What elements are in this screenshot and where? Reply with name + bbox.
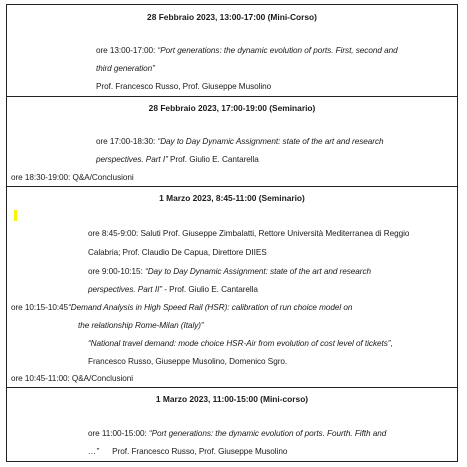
event-time: ore 10:15-10:45 <box>11 303 69 312</box>
event-line <box>96 155 259 164</box>
section-header: 1 Marzo 2023, 8:45-11:00 (Seminario) <box>159 193 305 203</box>
event-title: “Day to Day Dynamic Assignment: state of the art and research <box>145 267 372 276</box>
event-line <box>88 267 371 276</box>
event-line <box>88 447 287 456</box>
schedule-section <box>7 186 457 388</box>
event-title: …” <box>88 447 99 456</box>
speakers: - Prof. Giulio E. Cantarella <box>161 285 258 294</box>
event-line <box>88 248 267 257</box>
event-time: ore 13:00-17:00: <box>96 46 158 55</box>
speakers: Francesco Russo, Giuseppe Musolino, Domenico Sgro. <box>88 357 288 366</box>
event-title: “Port generations: the dynamic evolution of ports. Fourth. Fifth and <box>148 429 387 438</box>
event-title: “National travel demand: mode choice HSR-Air from evolution of cost level of tickets” <box>88 339 391 348</box>
event-title: perspectives. Part II” <box>88 285 162 294</box>
qa-text: ore 18:30-19:00: Q&A/Conclusioni <box>11 173 134 182</box>
event-line <box>88 429 386 438</box>
highlight-mark <box>14 210 17 221</box>
event-line <box>88 339 393 348</box>
event-text: Calabria; Prof. Claudio De Capua, Direttore DIIES <box>88 248 267 257</box>
speakers: Prof. Francesco Russo, Prof. Giuseppe Musolino <box>96 82 272 91</box>
event-line <box>96 46 398 55</box>
event-title: “Day to Day Dynamic Assignment: state of the art and research <box>157 137 384 146</box>
schedule-section <box>7 5 457 97</box>
qa-line <box>11 374 133 383</box>
schedule-section <box>7 387 457 463</box>
event-time: ore 17:00-18:30: <box>96 137 158 146</box>
event-text: , <box>390 339 393 348</box>
event-line <box>96 137 384 146</box>
event-title: “Port generations: the dynamic evolution of ports. First, second and <box>157 46 398 55</box>
section-header: 28 Febbraio 2023, 17:00-19:00 (Seminario) <box>148 103 316 113</box>
schedule-section <box>7 96 457 187</box>
event-line <box>11 303 352 312</box>
event-title: perspectives. Part I” <box>96 155 168 164</box>
section-header: 28 Febbraio 2023, 13:00-17:00 (Mini-Corso) <box>147 12 317 22</box>
speakers: Prof. Francesco Russo, Prof. Giuseppe Musolino <box>98 447 288 456</box>
qa-text: ore 10:45-11:00: Q&A/Conclusioni <box>11 374 134 383</box>
speakers: Prof. Giulio E. Cantarella <box>167 155 259 164</box>
event-line <box>88 229 409 238</box>
event-line <box>88 285 258 294</box>
event-time: ore 11:00-15:00: <box>88 429 149 438</box>
event-title: the relationship Rome-Milan (Italy)” <box>78 321 204 330</box>
event-line <box>78 321 204 330</box>
event-line <box>96 64 155 73</box>
event-title: third generation” <box>96 64 155 73</box>
schedule-table <box>6 4 458 462</box>
event-time: ore 9:00-10:15: <box>88 267 146 276</box>
qa-line <box>11 173 134 182</box>
speakers-line <box>96 82 271 91</box>
section-header: 1 Marzo 2023, 11:00-15:00 (Mini-corso) <box>155 394 309 404</box>
speakers-line <box>88 357 287 366</box>
event-text: ore 8:45-9:00: Saluti Prof. Giuseppe Zimbalatti, Rettore Università Mediterranea di Reggio <box>88 229 410 238</box>
event-title: “Demand Analysis in High Speed Rail (HSR): calibration of run choice model on <box>68 303 353 312</box>
